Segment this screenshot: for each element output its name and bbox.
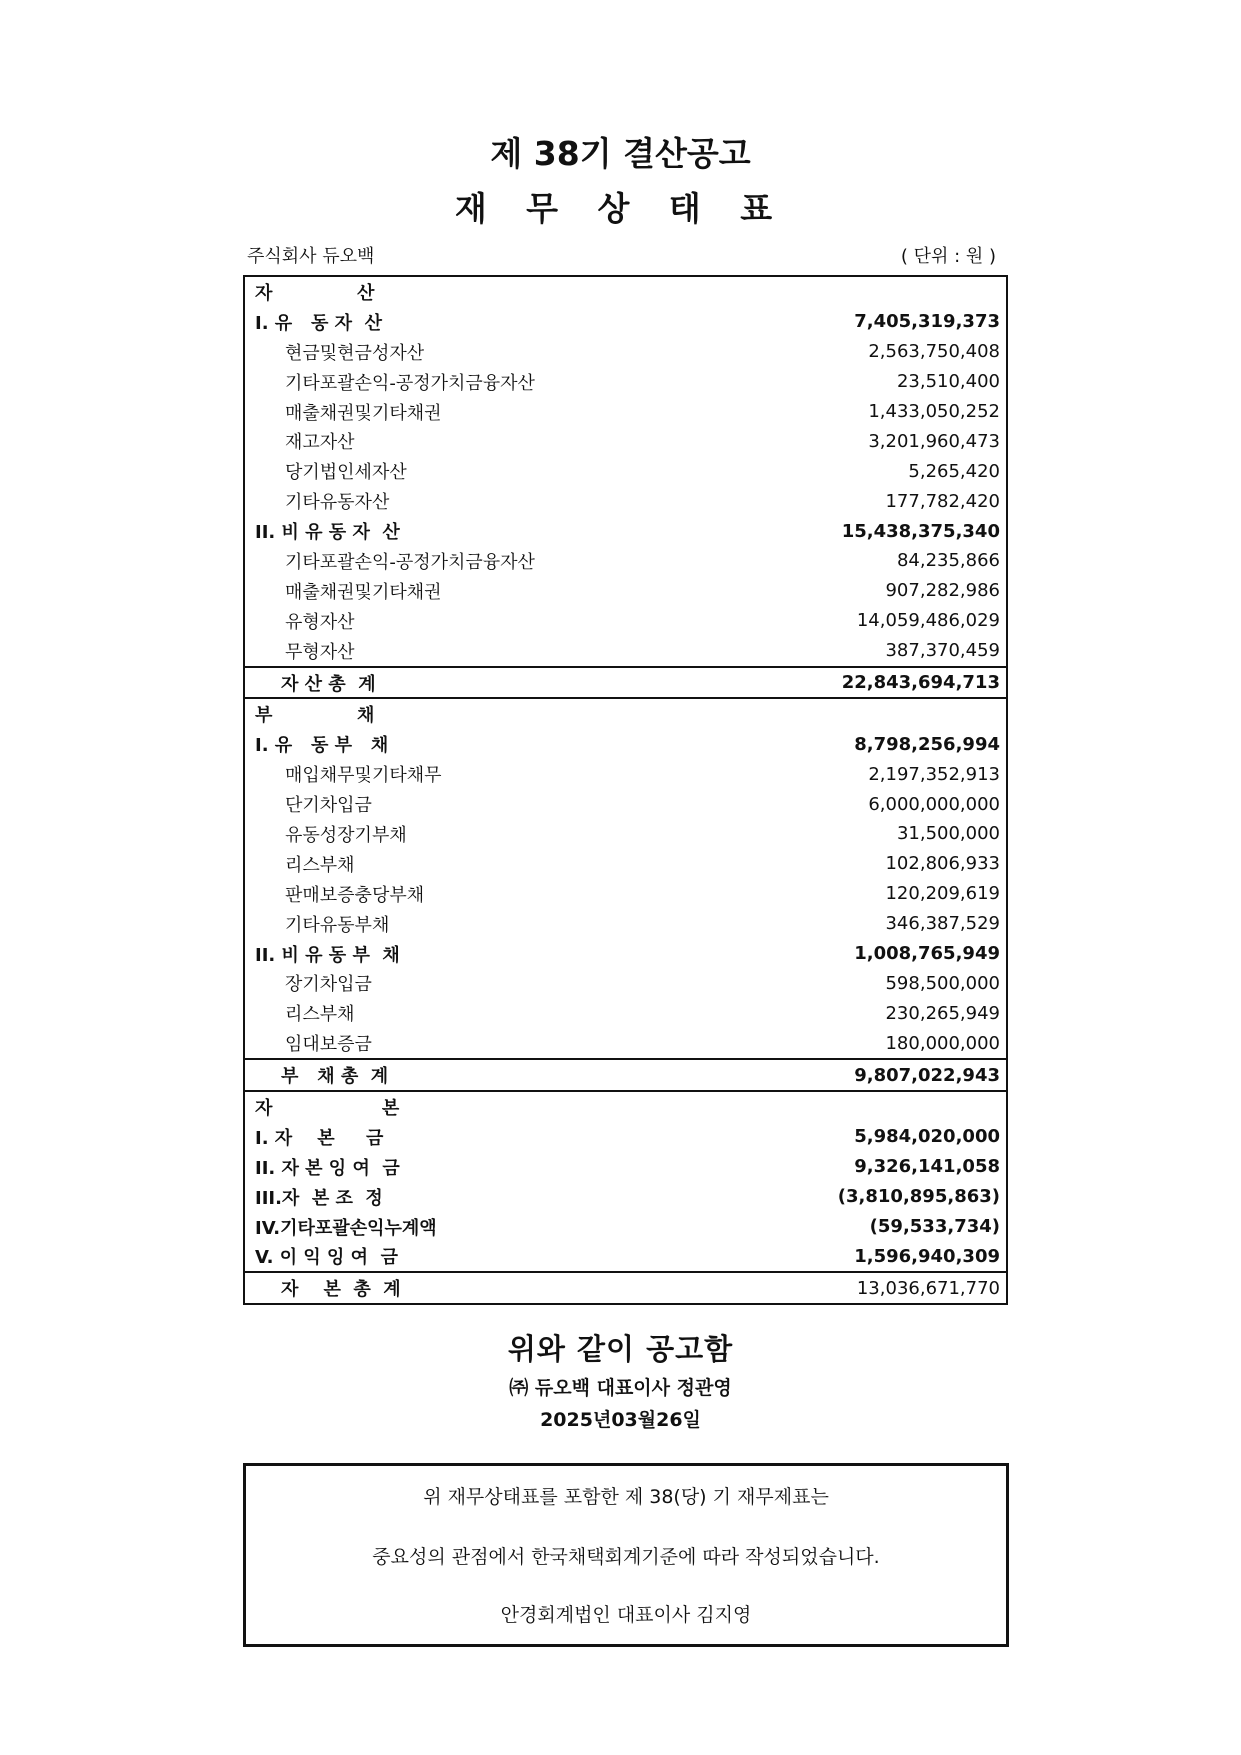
row-label: 매출채권및기타채권: [285, 402, 442, 424]
equity-heading: 자 본: [255, 1097, 402, 1119]
row-value: 7,405,319,373: [854, 311, 1000, 333]
liabilities-section: [243, 697, 1008, 1090]
row-value: 387,370,459: [885, 640, 1000, 662]
row-value: 1,008,765,949: [854, 943, 1000, 965]
row-label: II. 비 유 동 부 채: [255, 944, 400, 966]
row-value: 120,209,619: [885, 883, 1000, 905]
audit-line-3: 안경회계법인 대표이사 김지영: [500, 1604, 752, 1626]
row-value: 598,500,000: [885, 972, 1000, 994]
table-row: [245, 998, 1006, 1028]
row-label: I. 유 동 부 채: [255, 735, 389, 757]
notice-title: 위와 같이 공고함: [507, 1332, 734, 1366]
section-heading: [245, 699, 1006, 729]
row-value: 5,984,020,000: [854, 1126, 1000, 1148]
row-value: 23,510,400: [896, 371, 1000, 393]
table-row: [245, 456, 1006, 486]
row-label: V. 이 익 잉 여 금: [255, 1247, 398, 1269]
assets-section: [243, 275, 1008, 697]
row-label: 무형자산: [285, 641, 355, 663]
total-equity-label: 자 본 총 계: [281, 1279, 401, 1301]
table-row: [245, 367, 1006, 397]
table-row: [245, 909, 1006, 939]
row-value: 230,265,949: [885, 1002, 1000, 1024]
row-label: 기타포괄손익-공정가치금융자산: [285, 551, 535, 573]
table-row: [245, 1242, 1006, 1272]
audit-statement-box: [243, 1463, 1009, 1647]
row-value: 8,798,256,994: [854, 733, 1000, 755]
notice-date: 2025년03월26일: [540, 1409, 701, 1431]
row-value: 2,563,750,408: [868, 341, 1000, 363]
audit-line-2: 중요성의 관점에서 한국채택회계기준에 따라 작성되었습니다.: [372, 1546, 880, 1568]
row-value: 31,500,000: [896, 823, 1000, 845]
statement-title: 재 무 상 태 표: [454, 189, 787, 228]
row-label: II. 자 본 잉 여 금: [255, 1157, 400, 1179]
assets-heading: 자 산: [255, 282, 377, 304]
company-name: 주식회사 듀오백: [247, 246, 375, 267]
row-value: 3,201,960,473: [868, 430, 1000, 452]
row-label: I. 자 본 금: [255, 1127, 384, 1149]
row-label: 단기차입금: [285, 795, 372, 817]
row-label: 장기차입금: [285, 974, 372, 996]
row-label: 재고자산: [285, 432, 355, 454]
table-row: [245, 426, 1006, 456]
announcement-title: 제 38기 결산공고: [490, 134, 751, 173]
row-label: 현금및현금성자산: [285, 342, 425, 364]
row-value: 14,059,486,029: [856, 610, 1000, 632]
liabilities-heading: 부 채: [255, 705, 377, 727]
balance-sheet-table: [243, 275, 1008, 1305]
row-label: 기타포괄손익-공정가치금융자산: [285, 372, 535, 394]
row-label: III.자 본 조 정: [255, 1187, 383, 1209]
row-value: (3,810,895,863): [837, 1186, 1000, 1208]
row-value: 5,265,420: [908, 460, 1000, 482]
table-row: [245, 1182, 1006, 1212]
row-label: 리스부채: [285, 854, 355, 876]
table-row: [245, 516, 1006, 546]
table-row: [245, 819, 1006, 849]
table-row: [245, 1212, 1006, 1242]
audit-line-1: 위 재무상태표를 포함한 제 38(당) 기 재무제표는: [423, 1486, 829, 1508]
table-row: [245, 606, 1006, 636]
table-row: [245, 729, 1006, 759]
row-label: 판매보증충당부채: [285, 884, 425, 906]
equity-section: [243, 1090, 1008, 1305]
table-row: [245, 636, 1006, 666]
row-label: 매출채권및기타채권: [285, 581, 442, 603]
table-row: [245, 789, 1006, 819]
table-row: [245, 1152, 1006, 1182]
row-label: 기타유동부채: [285, 914, 390, 936]
row-value: 1,433,050,252: [868, 401, 1000, 422]
table-row: [245, 759, 1006, 789]
total-assets-label: 자 산 총 계: [281, 673, 376, 695]
total-liabilities-label: 부 채 총 계: [281, 1066, 389, 1088]
row-label: II. 비 유 동 자 산: [255, 522, 400, 544]
row-label: 기타유동자산: [285, 492, 390, 514]
table-row: [245, 849, 1006, 879]
total-assets-value: 22,843,694,713: [841, 672, 1000, 694]
table-row: [245, 486, 1006, 516]
row-label: 임대보증금: [285, 1034, 372, 1056]
table-row: [245, 879, 1006, 909]
row-label: 리스부채: [285, 1004, 355, 1026]
table-row: [245, 1028, 1006, 1058]
row-value: 6,000,000,000: [868, 793, 1000, 815]
total-equity-value: 13,036,671,770: [856, 1277, 1000, 1299]
total-row: [245, 1271, 1006, 1303]
currency-unit: ( 단위 : 원 ): [900, 246, 996, 267]
total-row: [245, 1058, 1006, 1090]
row-label: 당기법인세자산: [285, 462, 407, 484]
row-value: 180,000,000: [885, 1032, 1000, 1054]
table-row: [245, 576, 1006, 606]
table-row: [245, 337, 1006, 367]
row-value: 2,197,352,913: [868, 763, 1000, 785]
row-value: 1,596,940,309: [854, 1245, 1000, 1267]
table-row: [245, 939, 1006, 969]
total-row: [245, 666, 1006, 698]
row-label: IV.기타포괄손익누계액: [255, 1217, 437, 1239]
row-value: 177,782,420: [885, 490, 1000, 512]
section-heading: [245, 277, 1006, 307]
notice-ceo: ㈜ 듀오백 대표이사 정관영: [509, 1377, 732, 1399]
section-heading: [245, 1092, 1006, 1122]
row-value: 15,438,375,340: [841, 520, 1000, 542]
table-row: [245, 968, 1006, 998]
total-liabilities-value: 9,807,022,943: [854, 1064, 1000, 1086]
row-value: 84,235,866: [896, 550, 1000, 572]
row-value: 346,387,529: [885, 913, 1000, 935]
table-row: [245, 1122, 1006, 1152]
row-label: I. 유 동 자 산: [255, 312, 382, 334]
row-label: 매입채무및기타채무: [285, 765, 442, 787]
row-value: 9,326,141,058: [854, 1156, 1000, 1178]
row-label: 유동성장기부채: [285, 824, 407, 846]
table-row: [245, 397, 1006, 427]
table-row: [245, 307, 1006, 337]
row-label: 유형자산: [285, 611, 355, 633]
row-value: 102,806,933: [885, 853, 1000, 875]
row-value: (59,533,734): [869, 1216, 1000, 1238]
table-row: [245, 546, 1006, 576]
row-value: 907,282,986: [885, 580, 1000, 602]
